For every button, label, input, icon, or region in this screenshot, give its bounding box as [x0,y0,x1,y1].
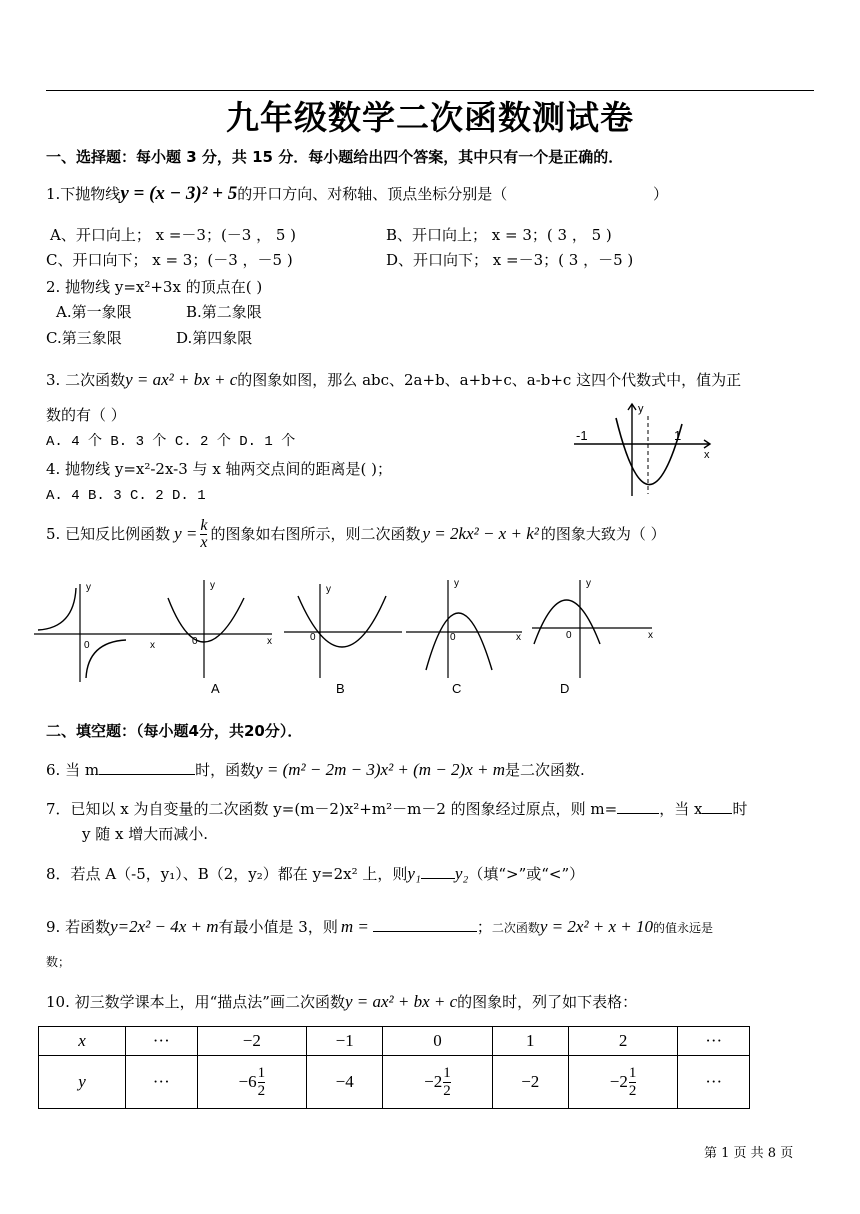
q5-graph-d [532,578,653,696]
mixed-number: −6 1 2 [238,1064,266,1099]
q9-small-text-2: 的值永远是 [653,921,714,935]
table-cell [568,1056,678,1109]
q9-formula2: y = 2x² + x + 10 [539,917,654,936]
table-cell: 1 [492,1027,568,1056]
q10-prefix: 10. 初三数学课本上，用“描点法”画二次函数 [46,993,345,1011]
q4-options: A. 4 B. 3 C. 2 D. 1 [46,488,206,504]
q7-line1-a: 7．已知以 x 为自变量的二次函数 y=(m－2)x²+m²－m－2 的图象经过原点，则 m= [46,800,618,818]
question-1 [46,184,507,204]
question-5 [46,512,666,556]
q1-close: ） [653,185,669,203]
q1-option-d: D、开口向下； x =－3；( 3 ，－5 ) [386,251,634,269]
q1-prefix: 1.下抛物线 [46,185,121,203]
table-row [39,1056,750,1109]
q4-stem: 4. 抛物线 y=x²-2x-3 与 x 轴两交点间的距离是( )； [46,460,393,478]
question-8 [46,864,584,884]
table-cell: −2 [197,1027,307,1056]
q5-suffix: 的图象大致为（ ） [540,525,666,543]
table-cell: 0 [383,1027,493,1056]
table-cell: 2 [568,1027,678,1056]
q5-d-origin: 0 [566,630,572,641]
table-row [39,1027,750,1056]
section-1-heading: 一、选择题：每小题 3 分，共 15 分．每小题给出四个答案，其中只有一个是正确的． [46,148,624,166]
q7-blank-x[interactable] [702,799,732,814]
q5-b-y-label: y [326,584,331,595]
q5-graphs [30,574,670,696]
question-3 [46,370,741,390]
q2-option-b: B.第二象限 [186,303,262,321]
table-cell: ··· [678,1027,750,1056]
q3-line2: 数的有（ ） [46,406,126,424]
page-footer: 第 1 页 共 8 页 [704,1146,794,1161]
q9-prefix: 9. 若函数 [46,918,111,936]
q1-option-c: C、开口向下； x = 3；(－3 ，－5 ) [46,251,293,269]
table-cell [197,1056,307,1109]
q5-choice-a: A [211,681,220,696]
table-cell: ··· [678,1056,750,1109]
q2-stem: 2. 抛物线 y=x²+3x 的顶点在( ) [46,278,263,296]
q5-a-origin: 0 [192,636,198,647]
q5-prefix: 5. 已知反比例函数 [46,525,171,543]
q5-b-origin: 0 [310,632,316,643]
q9-formula: y=2x² − 4x + m [110,917,219,936]
q6-suffix: 是二次函数. [505,761,585,779]
q1-option-a: A、开口向上； x =－3；(－3 ， 5 ) [50,226,297,244]
question-9 [46,917,713,938]
q5-fraction [200,518,207,551]
page-title: 九年级数学二次函数测试卷 [226,98,634,137]
q7-line1-b: ，当 x [659,800,703,818]
q1-suffix: 的开口方向、对称轴、顶点坐标分别是（ [237,185,508,203]
table-cell: −2 [492,1056,568,1109]
section-2-heading: 二、填空题：（每小题4分，共20分）． [46,722,303,740]
q8-y1: y₁ [407,864,421,883]
q5-inverse-graph [34,582,180,682]
q3-graph-x-label: x [704,449,710,461]
q2-option-a: A.第一象限 [56,303,132,321]
q5-choice-d: D [560,681,570,696]
q5-graph-b [284,584,402,696]
q8-y2: y₂ [454,864,469,883]
q5-a-y-label: y [210,580,215,591]
q5-choice-c: C [452,681,462,696]
q5-d-y-label: y [586,578,591,589]
q5-mid: 的图象如右图所示，则二次函数 [210,525,421,543]
q1-formula: y = (x − 3)² + 5 [120,183,238,204]
q5-a-x-label: x [267,636,272,647]
question-10 [46,992,637,1012]
q5-c-origin: 0 [450,632,456,643]
table-cell: ··· [126,1027,198,1056]
q3-suffix: 的图象如图，那么 abc、2a+b、a+b+c、a-b+c 这四个代数式中，值为正 [237,371,742,389]
q3-options: A. 4 个 B. 3 个 C. 2 个 D. 1 个 [46,434,296,450]
q5-denominator: x [200,533,208,551]
q5-formula: y = 2kx² − x + k² [422,524,539,543]
q8-suffix: （填“>”或“<”） [468,865,585,883]
q6-blank[interactable] [99,760,195,775]
q2-option-d: D.第四象限 [176,329,253,347]
q9-m-eq: m = [340,917,369,936]
q10-formula: y = ax² + bx + c [344,992,458,1011]
q5-d-x-label: x [648,630,653,641]
mixed-number: −2 1 2 [609,1064,637,1099]
q6-formula: y = (m² − 2m − 3)x² + (m − 2)x + m [255,760,506,779]
table-header-y: y [39,1056,126,1109]
table-cell: ··· [126,1056,198,1109]
q8-blank[interactable] [421,864,455,879]
q9-blank[interactable] [373,917,477,932]
q2-option-c: C.第三象限 [46,329,122,347]
q6-mid: 时，函数 [195,761,256,779]
q5-graph-c [406,578,522,696]
q7-line2: y 随 x 增大而减小. [82,825,209,843]
table-header-x: x [39,1027,126,1056]
q5-inv-x-label: x [150,640,155,651]
q5-inv-y-label: y [86,582,91,593]
q5-numerator: k [200,516,208,534]
q3-parabola-graph [568,398,718,500]
q3-graph-minus-one: -1 [576,428,588,443]
q9-mid: 有最小值是 3，则 [218,918,338,936]
q9-semicolon: ； [476,918,492,936]
q10-value-table [38,1026,750,1109]
q8-prefix: 8．若点 A（-5，y₁）、B（2，y₂）都在 y=2x² 上，则 [46,865,408,883]
q7-blank-m[interactable] [617,799,659,814]
q5-inv-origin: 0 [84,640,90,651]
question-7 [46,799,747,819]
q5-graph-a [160,580,272,696]
q7-line1-c: 时 [732,800,748,818]
q5-c-x-label: x [516,632,521,643]
q9-small-text: 二次函数 [491,921,540,935]
q5-y-eq: y = [174,524,198,543]
q3-graph-y-label: y [638,403,644,415]
q3-formula: y = ax² + bx + c [125,370,238,389]
q6-prefix: 6. 当 m [46,761,100,779]
top-rule [46,90,814,91]
q5-c-y-label: y [454,578,459,589]
table-cell [383,1056,493,1109]
table-cell: −1 [307,1027,383,1056]
q9-line2: 数； [46,955,71,969]
q1-option-b: B、开口向上； x = 3；( 3 ， 5 ) [386,226,612,244]
mixed-number: −2 1 2 [424,1064,451,1099]
question-6 [46,760,585,780]
q10-suffix: 的图象时，列了如下表格： [457,993,638,1011]
q3-prefix: 3. 二次函数 [46,371,126,389]
q3-graph-one: 1 [674,428,682,443]
q5-choice-b: B [336,681,345,696]
table-cell: −4 [307,1056,383,1109]
